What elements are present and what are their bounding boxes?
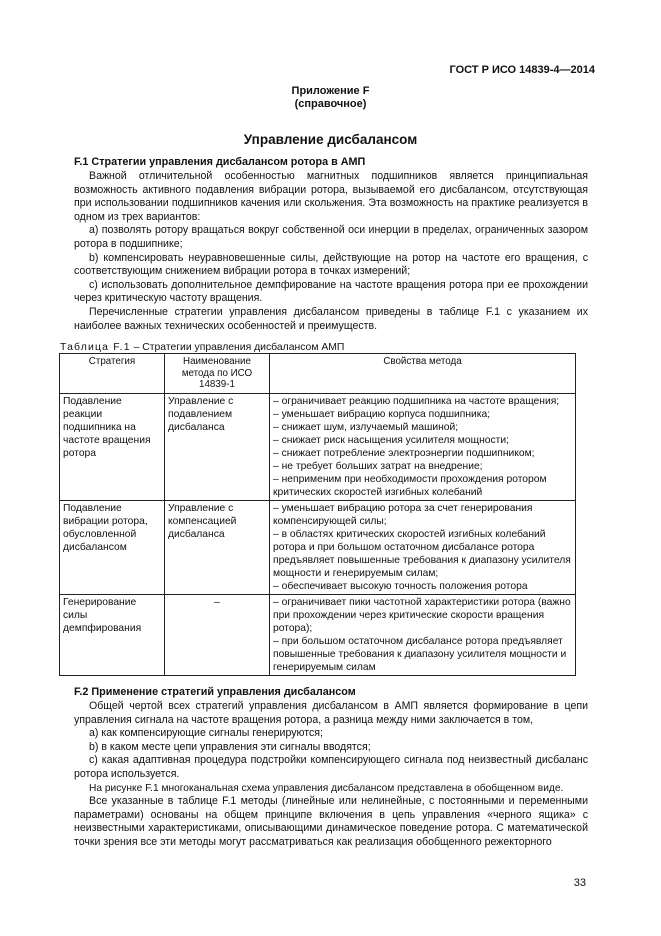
appendix-type: (справочное) — [294, 98, 367, 110]
table-caption-label: Таблица F.1 — [60, 342, 131, 353]
property-item: – снижает риск насыщения усилителя мощности; — [273, 434, 509, 446]
property-item: – ограничивает пики частотной характеристики ротора (важно при прохождении через критические скорости вращения ротора); — [273, 596, 571, 634]
property-item: – снижает потребление электроэнергии подшипником; — [273, 447, 535, 459]
strategies-table — [59, 353, 576, 676]
method-cell: Управление с компенсацией дисбаланса — [165, 500, 270, 594]
paragraph: Общей чертой всех стратегий управления дисбалансом в АМП является формирование в цепи управления сигнала на частоте вращения ротора, а разница между ними заключается в том, — [74, 700, 588, 726]
list-item: a) позволять ротору вращаться вокруг собственной оси инерции в пределах, ограниченных зазором ротора в подшипнике; — [74, 224, 588, 250]
properties-cell — [270, 594, 576, 675]
property-item: – ограничивает реакцию подшипника на частоте вращения; — [273, 395, 560, 407]
property-item: – уменьшает вибрацию корпуса подшипника; — [273, 408, 491, 420]
paragraph: Все указанные в таблице F.1 методы (линейные или нелинейные, с постоянными и переменными параметрами) основаны на общем принципе включения в цепь управления «черного ящика» с неизвестными характеристиками, описывающими динамическое поведение ротора. С математической точки зрения все эти методы могут рассматриваться как реализация обобщенного режекторного — [74, 795, 588, 848]
section-2-heading: F.2 Применение стратегий управления дисбалансом — [74, 686, 356, 698]
list-item: c) какая адаптивная процедура подстройки компенсирующего сигнала под неизвестный дисбаланс ротора используется. — [74, 754, 588, 780]
properties-cell — [270, 500, 576, 594]
property-item: – обеспечивает высокую точность положения ротора — [273, 580, 528, 592]
table-header-row — [60, 354, 576, 394]
list-item: a) как компенсирующие сигналы генерируются; — [89, 727, 323, 740]
section-1-body — [74, 170, 588, 333]
table-row — [60, 393, 576, 500]
list-item: c) использовать дополнительное демпфирование на частоте вращения ротора при ее прохождении через критическую частоту вращения. — [74, 278, 588, 305]
paragraph: Важной отличительной особенностью магнитных подшипников является принципиальная возможность активного подавления вибрации ротора, вызываемой его дисбалансом, отсутствующая при использовании подшипников качения или скольжения. Эта возможность на практике реализуется в одном из трех вариантов: — [74, 170, 588, 223]
property-item: – снижает шум, излучаемый машиной; — [273, 421, 459, 433]
paragraph: Перечисленные стратегии управления дисбалансом приведены в таблице F.1 с указанием их наиболее важных технических особенностей и преимуществ. — [74, 305, 588, 332]
strategy-cell: Генерирование силы демпфирования — [60, 594, 165, 675]
section-2-body — [74, 700, 588, 850]
section-1-heading: F.1 Стратегии управления дисбалансом ротора в АМП — [74, 156, 366, 168]
column-header: Стратегия — [60, 354, 165, 394]
strategy-cell: Подавление реакции подшипника на частоте вращения ротора — [60, 393, 165, 500]
properties-cell — [270, 393, 576, 500]
list-item: b) в каком месте цепи управления эти сигналы вводятся; — [89, 740, 371, 753]
list-item: b) компенсировать неуравновешенные силы, действующие на ротор на частоте его вращения, с соответствующим снижением вибрации ротора в точках измерений; — [74, 251, 588, 278]
property-item: – не требует больших затрат на внедрение; — [273, 460, 483, 472]
property-item: – при большом остаточном дисбалансе ротора предъявляет повышенные требования к диапазону усилителя мощности и генерируемым силам — [273, 635, 567, 673]
appendix-heading — [0, 85, 661, 111]
method-cell: Управление с подавлением дисбаланса — [165, 393, 270, 500]
table-caption-text: – Стратегии управления дисбалансом АМП — [130, 342, 345, 353]
property-item: – неприменим при необходимости прохождения ротором критических скоростей изгибных колебаний — [273, 473, 547, 498]
document-id: ГОСТ Р ИСО 14839-4—2014 — [449, 64, 595, 76]
page-title: Управление дисбалансом — [243, 132, 418, 147]
page-number: 33 — [573, 877, 586, 890]
appendix-label: Приложение F — [291, 85, 370, 97]
paragraph: На рисунке F.1 многоканальная схема управления дисбалансом представлена в обобщенном виде. — [89, 782, 564, 794]
column-header: Наименование метода по ИСО 14839-1 — [165, 354, 270, 394]
strategy-cell: Подавление вибрации ротора, обусловленной дисбалансом — [60, 500, 165, 594]
table-row — [60, 500, 576, 594]
property-item: – в областях критических скоростей изгибных колебаний ротора и при большом остаточном дисбалансе ротора предъявляет повышенные требования к диапазону усилителя мощности и генерируемым силам; — [273, 528, 571, 579]
property-item: – уменьшает вибрацию ротора за счет генерирования компенсирующей силы; — [273, 502, 533, 527]
column-header: Свойства метода — [270, 354, 576, 394]
table-row — [60, 594, 576, 675]
method-cell: – — [165, 594, 270, 675]
